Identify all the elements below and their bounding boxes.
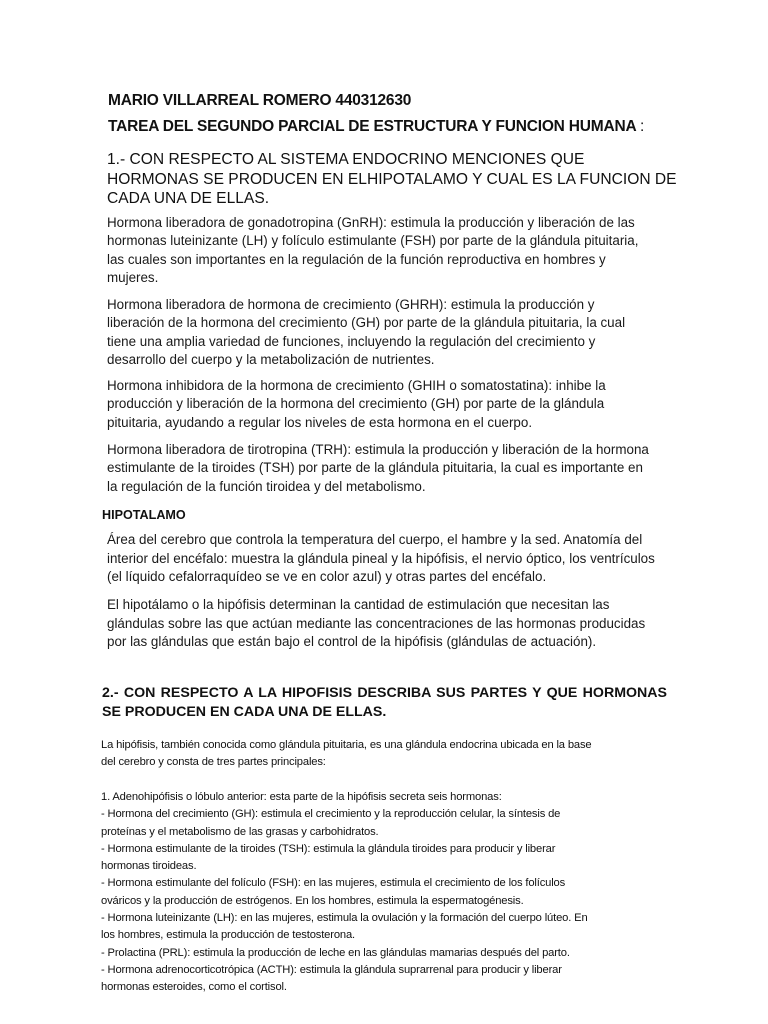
hipofisis-intro-line: La hipófisis, también conocida como glándula pituitaria, es una glándula endocrina ubicada en la base — [101, 739, 592, 751]
list-item: los hombres, estimula la producción de testosterona. — [101, 929, 356, 942]
list-item: hormonas esteroides, como el cortisol. — [101, 981, 287, 994]
list-item: - Hormona estimulante de la tiroides (TSH): estimula la glándula tiroides para producir y liberar — [101, 842, 556, 855]
adenohipofisis-heading: 1. Adenohipófisis o lóbulo anterior: esta parte de la hipófisis secreta seis hormonas: — [101, 791, 502, 803]
list-item: - Hormona adrenocorticotrópica (ACTH): estimula la glándula suprarrenal para producir y liberar — [101, 963, 562, 976]
question-2: 2.- CON RESPECTO A LA HIPOFISIS DESCRIBA SUS PARTES Y QUE HORMONAS SE PRODUCEN EN CADA UNA DE ELLAS. — [102, 685, 667, 720]
list-item: proteínas y el metabolismo de las grasas y carbohidratos. — [101, 825, 379, 838]
hipotalamo-paragraph-1: Área del cerebro que controla la temperatura del cuerpo, el hambre y la sed. Anatomía del interior del encéfalo: muestra la glándula pineal y la hipófisis, el nervio óptico, los ventrículos (el líquido cefalorraquídeo se ve en color azul) y otras partes del encéfalo. — [107, 532, 655, 585]
assignment-title-text: TAREA DEL SEGUNDO PARCIAL DE ESTRUCTURA Y FUNCION HUMANA — [108, 118, 636, 135]
list-item: - Hormona del crecimiento (GH): estimula el crecimiento y la reproducción celular, la síntesis de — [101, 808, 561, 821]
hormone-gnrh-paragraph: Hormona liberadora de gonadotropina (GnRH): estimula la producción y liberación de las hormonas luteinizante (LH) y folículo estimulante (FSH) por parte de la glándula pituitaria, las cuales son importantes en la regulación de la función reproductiva en hombres y mujeres. — [107, 215, 639, 286]
author-line: MARIO VILLARREAL ROMERO 440312630 — [108, 92, 412, 109]
hipofisis-intro — [101, 737, 671, 772]
hipotalamo-heading: HIPOTALAMO — [102, 508, 186, 522]
assignment-title-colon: : — [640, 118, 645, 135]
adenohipofisis-section — [101, 789, 671, 997]
list-item: - Hormona luteinizante (LH): en las mujeres, estimula la ovulación y la formación del cuerpo lúteo. En — [101, 912, 588, 925]
hormone-ghih-paragraph: Hormona inhibidora de la hormona de crecimiento (GHIH o somatostatina): inhibe la producción y liberación de la hormona del crecimiento (GH) por parte de la glándula pituitaria, ayudando a regular los niveles de esta hormona en el cuerpo. — [107, 378, 606, 430]
question-1: 1.- CON RESPECTO AL SISTEMA ENDOCRINO MENCIONES QUE HORMONAS SE PRODUCEN EN ELHIPOTALAMO Y CUAL ES LA FUNCION DE CADA UNA DE ELLAS. — [107, 151, 677, 207]
hormone-trh-paragraph: Hormona liberadora de tirotropina (TRH): estimula la producción y liberación de la hormona estimulante de la tiroides (TSH) por parte de la glándula pituitaria, la cual es importante en la regulación de la función tiroidea y del metabolismo. — [107, 442, 649, 494]
assignment-title — [108, 118, 644, 136]
list-item: hormonas tiroideas. — [101, 860, 197, 873]
hipofisis-intro-line: del cerebro y consta de tres partes principales: — [101, 756, 326, 769]
hipotalamo-paragraph-2: El hipotálamo o la hipófisis determinan la cantidad de estimulación que necesitan las glándulas sobre las que actúan mediante las concentraciones de las hormonas producidas por las glándulas que están bajo el control de la hipófisis (glándulas de actuación). — [107, 597, 646, 650]
list-item: - Hormona estimulante del folículo (FSH): en las mujeres, estimula el crecimiento de los folículos — [101, 877, 566, 890]
hormone-ghrh-paragraph: Hormona liberadora de hormona de crecimiento (GHRH): estimula la producción y liberación de la hormona del crecimiento (GH) por parte de la glándula pituitaria, la cual tiene una amplia variedad de funciones, incluyendo la regulación del crecimiento y desarrollo del cuerpo y la metabolización de nutrientes. — [107, 297, 626, 368]
list-item: - Prolactina (PRL): estimula la producción de leche en las glándulas mamarias después del parto. — [101, 946, 570, 959]
list-item: ováricos y la producción de estrógenos. En los hombres, estimula la espermatogénesis. — [101, 894, 524, 907]
